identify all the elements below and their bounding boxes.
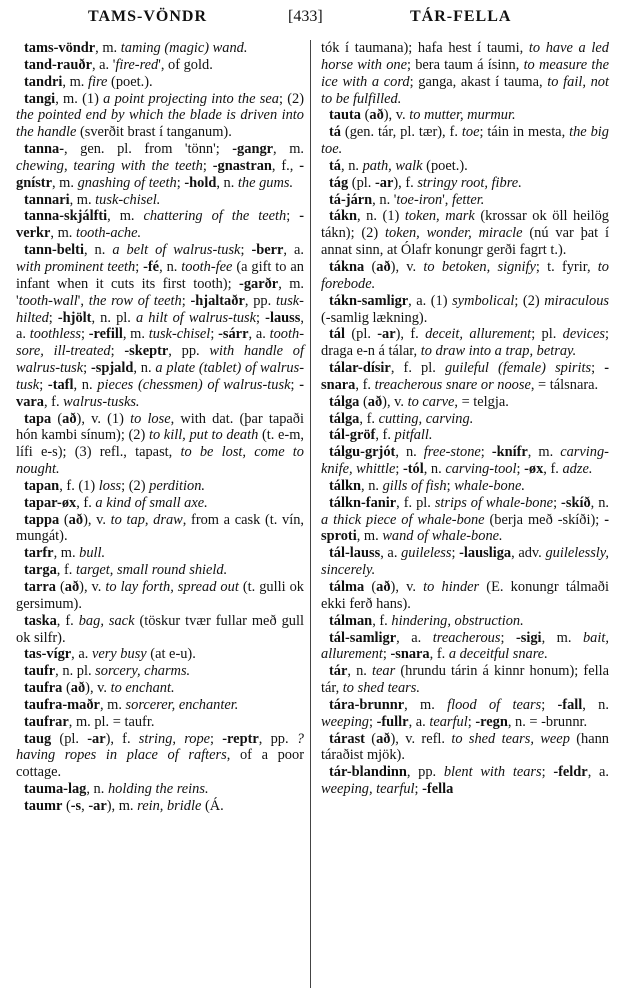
dictionary-entry: tas-vígr, a. very busy (at e-u). xyxy=(24,646,196,663)
dictionary-entry: tá, n. path, walk (poet.). xyxy=(329,157,468,174)
dictionary-entry: tappa (að), v. to tap, draw, from a cask (t. vín, mungát). xyxy=(16,511,305,545)
dictionary-entry: tál-samligr, a. treacherous; -sigi, m. bait, allurement; -snara, f. a deceitful snare. xyxy=(321,629,609,663)
dictionary-entry: tarra (að), v. to lay forth, spread out (t. gulli ok gersimum). xyxy=(16,579,304,612)
dictionary-entry: taug (pl. -ar), f. string, rope; -reptr, pp. ? having ropes in place of rafters, of a poor cottage. xyxy=(16,730,304,781)
page-number: [433] xyxy=(288,8,323,25)
dictionary-entry: tauma-lag, n. holding the reins. xyxy=(24,781,209,798)
dictionary-entry: taufra (að), v. to enchant. xyxy=(24,680,175,697)
dictionary-entry: tapar-øx, f. a kind of small axe. xyxy=(24,494,208,511)
header-right-guideword: TÁR-FELLA xyxy=(410,8,512,25)
dictionary-entry: tá-járn, n. 'toe-iron', fetter. xyxy=(329,191,485,208)
dictionary-entry: tarfr, m. bull. xyxy=(24,545,106,562)
dictionary-entry: tákna (að), v. to betoken, signify; t. fyrir, to forebode. xyxy=(321,258,609,292)
dictionary-entry: tálga (að), v. to carve, = telgja. xyxy=(329,393,509,410)
dictionary-entry: taufr, n. pl. sorcery, charms. xyxy=(24,663,191,680)
column-divider xyxy=(310,40,311,988)
dictionary-entry: tauta (að), v. to mutter, murmur. xyxy=(329,107,516,124)
dictionary-entry: taska, f. bag, sack (töskur tvær fullar með gull ok silfr). xyxy=(16,612,305,646)
dictionary-entry: tár-blandinn, pp. blent with tears; -feldr, a. weeping, tearful; -fella xyxy=(321,764,609,798)
dictionary-entry: tók í taumana); hafa hest í taumi, to have a led horse with one; bera taum á ísinn, to measure the ice with a cord; ganga, akast í tauma, to fail, not to be fulfilled. xyxy=(321,40,609,107)
dictionary-entry: taufra-maðr, m. sorcerer, enchanter. xyxy=(24,696,239,713)
page-header xyxy=(0,6,625,32)
dictionary-entry: taufrar, m. pl. = taufr. xyxy=(24,713,155,730)
dictionary-entry: tangi, m. (1) a point projecting into the sea; (2) the pointed end by which the blade is driven into the handle (sverðit brast í tanganum). xyxy=(16,90,304,141)
dictionary-entry: tára-brunnr, m. flood of tears; -fall, n. weeping; -fullr, a. tearful; -regn, n. = -brunnr. xyxy=(321,696,609,730)
dictionary-entry: tál-gröf, f. pitfall. xyxy=(329,427,433,444)
dictionary-entry: tálma (að), v. to hinder (E. konungr tálmaði ekki ferð hans). xyxy=(321,579,609,612)
right-column xyxy=(321,40,609,798)
dictionary-entry: targa, f. target, small round shield. xyxy=(24,562,228,579)
dictionary-entry: tálga, f. cutting, carving. xyxy=(329,410,474,427)
dictionary-entry: tandri, m. fire (poet.). xyxy=(24,73,153,90)
dictionary-entry: tannari, m. tusk-chisel. xyxy=(24,191,161,208)
dictionary-entry: tákn, n. (1) token, mark (krossar ok öll heilög tákn); (2) token, wonder, miracle (nú var þat í annat sinn, at Ólafr konungr gerði fagrt t.). xyxy=(321,208,610,259)
dictionary-entry: tand-rauðr, a. 'fire-red', of gold. xyxy=(24,56,213,73)
dictionary-entry: tá (gen. tár, pl. tær), f. toe; táin in mesta, the big toe. xyxy=(321,124,610,158)
dictionary-entry: tanna-, gen. pl. from 'tönn'; -gangr, m. chewing, tearing with the teeth; -gnastran, f., -gnístr, m. gnashing of teeth; -hold, n. the gums. xyxy=(16,141,304,191)
header-left-guideword: TAMS-VÖNDR xyxy=(88,8,208,25)
dictionary-entry: tálman, f. hindering, obstruction. xyxy=(329,612,524,629)
dictionary-entry: tams-vöndr, m. taming (magic) wand. xyxy=(24,40,248,56)
dictionary-entry: tárast (að), v. refl. to shed tears, weep (hann táraðist mjök). xyxy=(321,730,609,764)
dictionary-entry: tál (pl. -ar), f. deceit, allurement; pl. devices; draga e-n á tálar, to draw into a trap, betray. xyxy=(321,326,609,360)
dictionary-entry: tág (pl. -ar), f. stringy root, fibre. xyxy=(329,174,522,191)
dictionary-entry: tár, n. tear (hrundu tárin á kinnr honum); fella tár, to shed tears. xyxy=(321,663,609,697)
dictionary-entry: tálkn-fanir, f. pl. strips of whale-bone; -skíð, n. a thick piece of whale-bone (berja með -skíði); -sproti, m. wand of whale-bone. xyxy=(321,494,609,545)
dictionary-entry: tapa (að), v. (1) to lose, with dat. (þar tapaði hón kambi sínum); (2) to kill, put to death (t. e-m, lífi e-s); (3) refl., tapast, to be lost, come to nought. xyxy=(16,410,305,478)
dictionary-entry: tanna-skjálfti, m. chattering of the teeth; -verkr, m. tooth-ache. xyxy=(16,208,304,242)
dictionary-entry: tann-belti, n. a belt of walrus-tusk; -berr, a. with prominent teeth; -fé, n. tooth-fee (a gift to an infant when it cuts its first tooth); -garðr, m. 'tooth-wall', the row of teeth; -hjaltaðr, pp. tusk-hilted; -hjölt, n. pl. a hilt of walrus-tusk; -lauss, a. toothless; -refill, m. tusk-chisel; -sárr, a. tooth-sore, ill-treated; -skeptr, pp. with handle of walrus-tusk; -spjald, n. a plate (tablet) of walrus-tusk; -tafl, n. pieces (chessmen) of walrus-tusk; -vara, f. walrus-tusks. xyxy=(16,242,305,410)
dictionary-entry: tálkn, n. gills of fish; whale-bone. xyxy=(329,477,525,494)
dictionary-entry: tálar-dísir, f. pl. guileful (female) spirits; -snara, f. treacherous snare or noose, = tálsnara. xyxy=(321,360,609,393)
dictionary-entry: tálgu-grjót, n. free-stone; -knífr, m. carving-knife, whittle; -tól, n. carving-tool; -øx, f. adze. xyxy=(321,444,609,478)
dictionary-entry: tál-lauss, a. guileless; -lausliga, adv. guilelessly, sincerely. xyxy=(321,545,609,579)
dictionary-entry: taumr (-s, -ar), m. rein, bridle (Á. xyxy=(24,797,224,814)
dictionary-entry: tapan, f. (1) loss; (2) perdition. xyxy=(24,477,205,494)
left-column xyxy=(16,40,304,815)
dictionary-entry: tákn-samligr, a. (1) symbolical; (2) miraculous (-samlig lækning). xyxy=(321,292,609,326)
